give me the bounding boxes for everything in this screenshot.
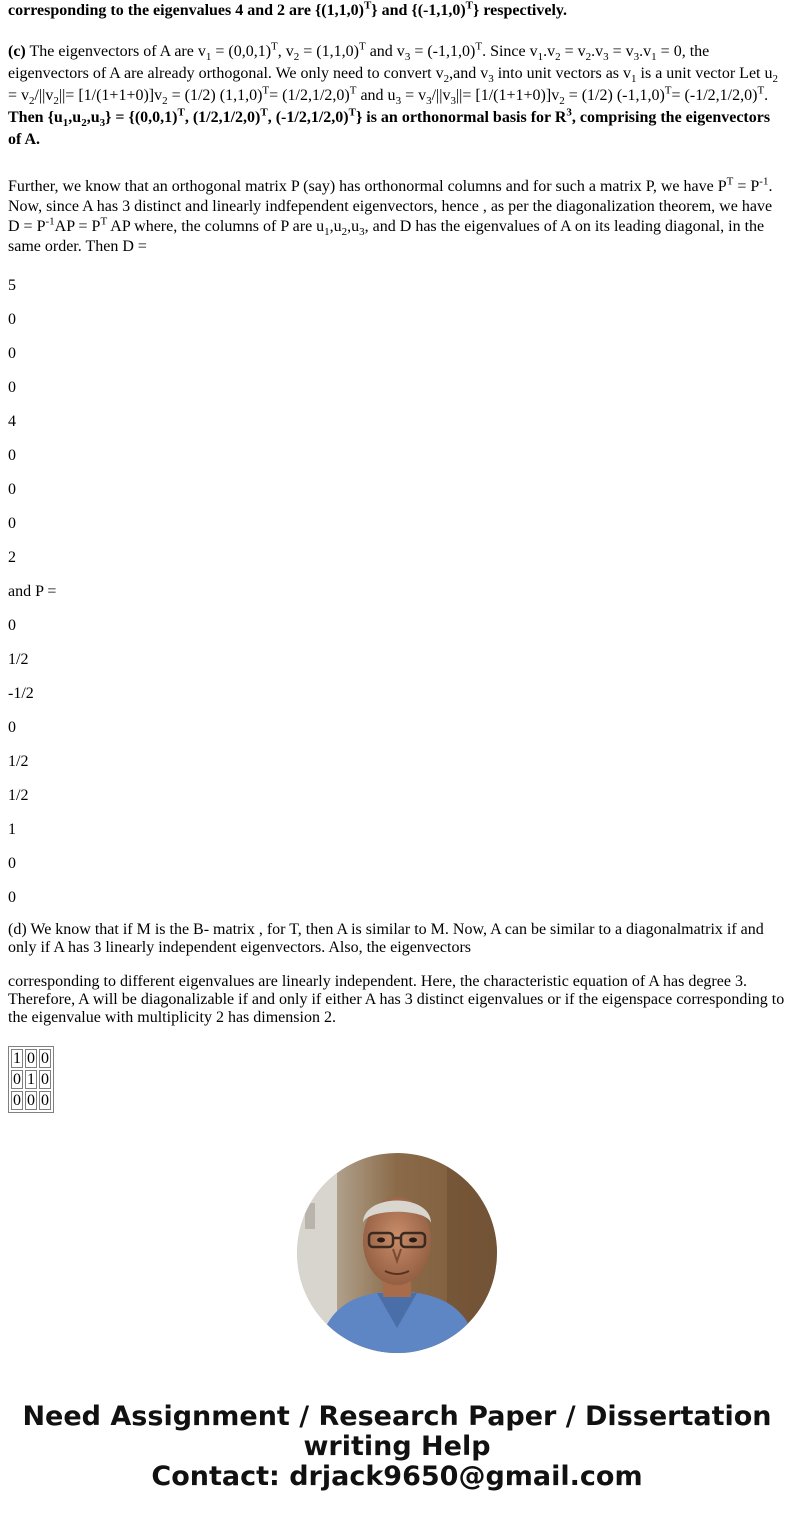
table-cell: 1	[13, 1050, 21, 1067]
p-matrix-entry: 0	[8, 889, 16, 906]
p-matrix-entry: 0	[8, 719, 16, 736]
promo-line: Need Assignment / Research Paper / Dissertation	[22, 1401, 772, 1432]
d-matrix-entry: 5	[8, 277, 16, 294]
part-d-paragraph: (d) We know that if M is the B- matrix , for T, then A is similar to M. Now, A can be similar to a diagonalmatrix if and only if A has 3 linearly independent eigenvectors. Also, the eigenvectors	[8, 921, 764, 956]
table-cell: 0	[13, 1071, 21, 1088]
p-matrix-entry: -1/2	[8, 685, 34, 702]
diagonalizable-condition-paragraph: corresponding to different eigenvalues are linearly independent. Here, the characteristic equation of A has degree 3. Therefore, A will be diagonalizable if and only if either A has 3 distinct eigenvalues or if the eigenspace corresponding to the eigenvalue with multiplicity 2 has dimension 2.	[8, 973, 785, 1026]
table-row	[11, 1091, 51, 1110]
p-matrix-entry: 1/2	[8, 753, 29, 770]
portrait-illustration	[297, 1153, 497, 1353]
table-cell: 1	[27, 1071, 35, 1088]
p-matrix-label: and P =	[8, 583, 57, 600]
d-matrix-entry: 0	[8, 481, 16, 498]
eigenvector-statement: corresponding to the eigenvalues 4 and 2 are $\{(1,1,0)^T\}$ and $\{(-1,1,0)^T\}$ respectively.	[8, 0, 567, 19]
table-cell: 0	[27, 1050, 35, 1067]
p-matrix-entry: 1/2	[8, 787, 29, 804]
d-matrix-entry: 0	[8, 345, 16, 362]
p-matrix-entry: 0	[8, 617, 16, 634]
d-matrix-entry: 0	[8, 311, 16, 328]
d-matrix-entry: 2	[8, 549, 16, 566]
p-matrix-entry: 1	[8, 821, 16, 838]
p-matrix-entry: 0	[8, 855, 16, 872]
table-row	[11, 1070, 51, 1089]
promo-banner	[0, 1402, 794, 1492]
table-row	[11, 1049, 51, 1068]
author-photo	[297, 1153, 497, 1353]
orthonormal-basis-statement: Then $\{u_1,u_2,u_3\} = \{(0,0,1)^T$, $(1/2,1/2,0)^T$, $(-1/2,1/2,0)^T$} is an orthonormal basis for $R^3$, comprising the eigenvectors of A.	[8, 106, 771, 148]
d-matrix-entry: 0	[8, 447, 16, 464]
d-matrix-entry: 4	[8, 413, 16, 430]
matrix-table	[8, 1046, 54, 1113]
contact-email[interactable]: Contact: drjack9650@gmail.com	[151, 1461, 643, 1492]
diagonalization-paragraph: Further, we know that an orthogonal matrix P (say) has orthonormal columns and for such a matrix P, we have $P^T = P^{-1}$. Now, since A has 3 distinct and linearly indfependent eigenvectors, hence , as per the diagonalization theorem, we have $D = P^{-1}AP = P^T$ AP where, the columns of P are $u_1,u_2,u_3$, and D has the eigenvalues of A on its leading diagonal, in the same order. Then D =	[8, 175, 773, 255]
part-c-paragraph: (c) The eigenvectors of A are $v_1 = (0,0,1)^T$, $v_2 = (1,1,0)^T$ and $v_3 = (-1,1,0)^T$. Since $v_1.v_2 = v_2.v_3 = v_3.v_1 = 0$, the eigenvectors of A are already orthogonal. We only need to convert $v_2,and$ $v_3$ into unit vectors as $v_1$ is a unit vector Let $u_2 = v_2/||v_2||= [1/(1+1+0)]v_2 = (1/2)$ $(1,1,0)^T= (1/2,1/2,0)^T$ and $u_3 = v_3/||v_3||= [1/(1+1+0)]v_2 = (1/2)$ $(-1,1,0)^T= (-1/2,1/2,0)^T$. Then $\{u_1,u_2,u_3\} = \{(0,0,1)^T$, $(1/2,1/2,0)^T$, $(-1/2,1/2,0)^T$} is an orthonormal basis for $R^3$, comprising the eigenvectors of A.	[8, 40, 778, 148]
d-matrix-entry: 0	[8, 379, 16, 396]
table-cell: 0	[13, 1092, 21, 1109]
table-cell: 0	[41, 1050, 49, 1067]
table-cell: 0	[27, 1092, 35, 1109]
table-cell: 0	[41, 1092, 49, 1109]
d-matrix-entry: 0	[8, 515, 16, 532]
table-cell: 0	[41, 1071, 49, 1088]
p-matrix-entry: 1/2	[8, 651, 29, 668]
promo-line: writing Help	[303, 1431, 491, 1462]
